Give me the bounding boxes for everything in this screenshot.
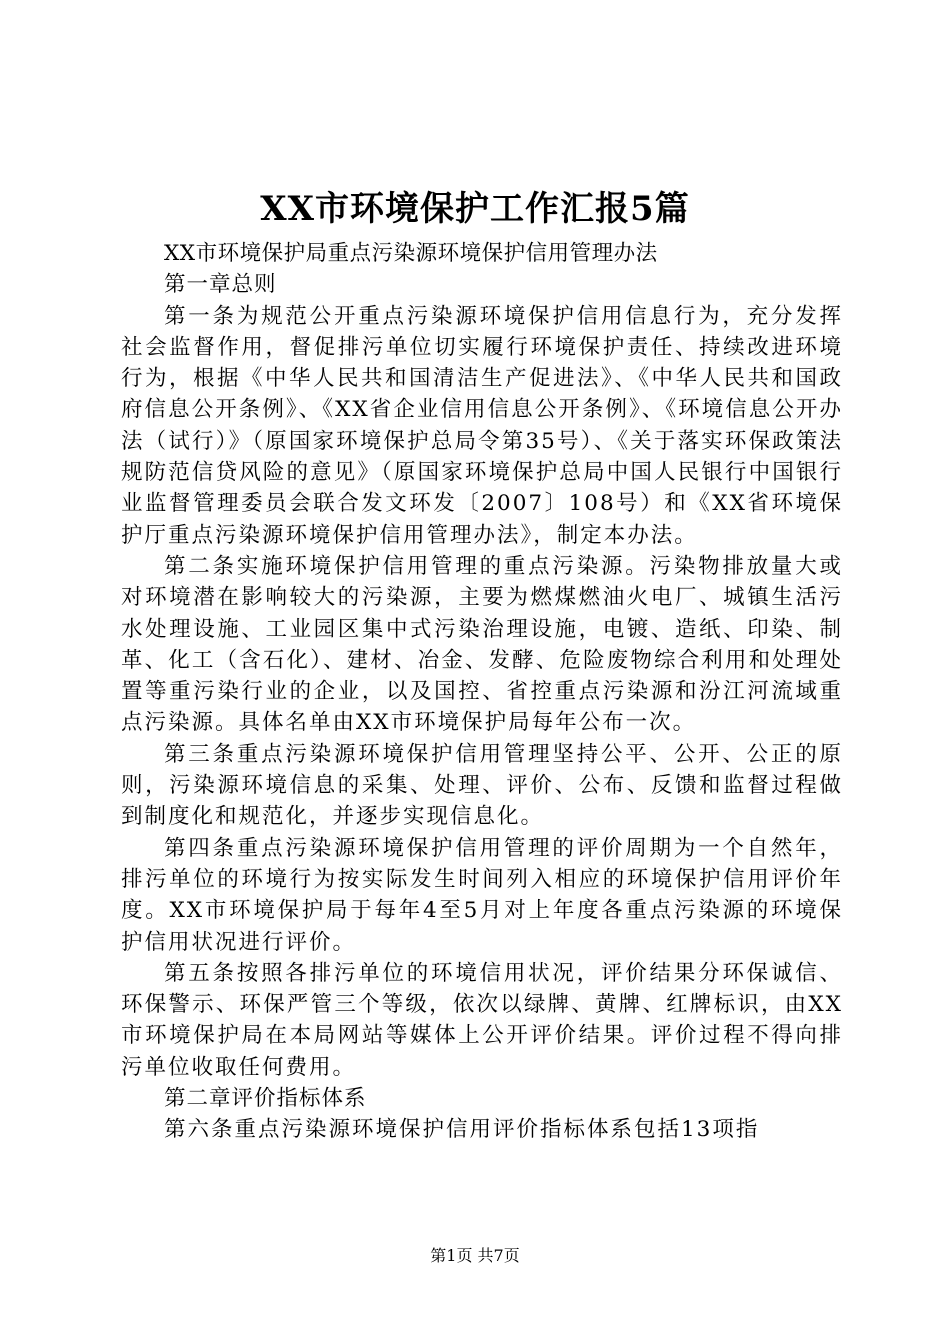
article-5: 第五条按照各排污单位的环境信用状况，评价结果分环保诚信、环保警示、环保严管三个等级，依次以绿牌、黄牌、红牌标识，由XX市环境保护局在本局网站等媒体上公开评价结果。评价过程不得向排污单位收取任何费用。 xyxy=(121,960,843,1080)
page-footer: 第1页 共7页 xyxy=(430,1246,520,1265)
article-6: 第六条重点污染源环境保护信用评价指标体系包括13项指 xyxy=(164,1117,760,1143)
article-2: 第二条实施环境保护信用管理的重点污染源。污染物排放量大或对环境潜在影响较大的污染源，主要为燃煤燃油火电厂、城镇生活污水处理设施、工业园区集中式污染治理设施，电镀、造纸、印染、制革、化工（含石化）、建材、冶金、发酵、危险废物综合利用和处理处置等重污染行业的企业，以及国控、省控重点污染源和汾江河流域重点污染源。具体名单由XX市环境保护局每年公布一次。 xyxy=(121,553,843,736)
article-4: 第四条重点污染源环境保护信用管理的评价周期为一个自然年，排污单位的环境行为按实际发生时间列入相应的环境保护信用评价年度。XX市环境保护局于每年4至5月对上年度各重点污染源的环境保护信用状况进行评价。 xyxy=(121,835,843,955)
document-body xyxy=(121,238,843,1146)
chapter-2-heading: 第二章评价指标体系 xyxy=(164,1086,367,1112)
article-1: 第一条为规范公开重点污染源环境保护信用信息行为，充分发挥社会监督作用，督促排污单位切实履行环境保护责任、持续改进环境行为，根据《中华人民共和国清洁生产促进法》、《中华人民共和国政府信息公开条例》、《XX省企业信用信息公开条例》、《环境信息公开办法（试行）》（原国家环境保护总局令第35号）、《关于落实环保政策法规防范信贷风险的意见》（原国家环境保护总局中国人民银行中国银行业监督管理委员会联合发文环发〔2007〕108号）和《XX省环境保护厅重点污染源环境保护信用管理办法》，制定本办法。 xyxy=(121,303,843,548)
document-subtitle: XX市环境保护局重点污染源环境保护信用管理办法 xyxy=(164,241,658,266)
chapter-1-heading: 第一章总则 xyxy=(164,272,277,298)
article-3: 第三条重点污染源环境保护信用管理坚持公平、公开、公正的原则，污染源环境信息的采集、处理、评价、公布、反馈和监督过程做到制度化和规范化，并逐步实现信息化。 xyxy=(121,741,843,830)
document-title: XX市环境保护工作汇报5篇 xyxy=(260,189,690,229)
